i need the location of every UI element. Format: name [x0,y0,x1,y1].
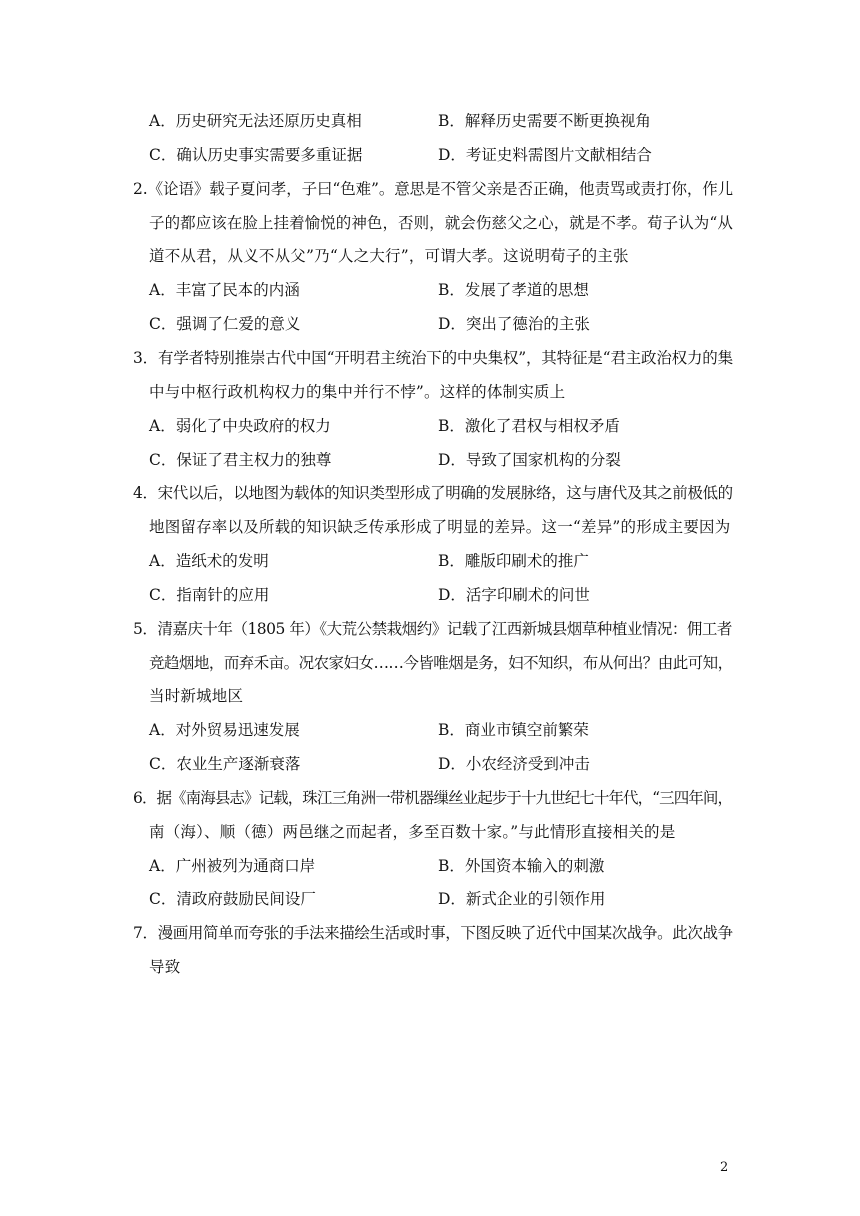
q5-option-c: C．农业生产逐渐衰落 [149,755,301,773]
q2-option-c: C．强调了仁爱的意义 [149,315,301,333]
q2-stem-line-1: 2.《论语》载子夏问孝，子曰“色难”。意思是不管父亲是否正确，他责骂或责打你，作儿 [133,180,734,198]
q2-stem-line-3: 道不从君，从义不从父”乃“人之大行”，可谓大孝。这说明荀子的主张 [149,247,629,265]
q1-option-c: C．确认历史事实需要多重证据 [149,146,363,164]
q6-stem-line-2: 南（海）、顺（德）两邑继之而起者，多至百数十家。”与此情形直接相关的是 [149,823,676,841]
q5-option-d: D．小农经济受到冲击 [438,755,590,773]
q5-option-b: B．商业市镇空前繁荣 [438,721,589,739]
q5-option-a: A．对外贸易迅速发展 [149,721,300,739]
q3-stem-line-2: 中与中枢行政机构权力的集中并行不悖”。这样的体制实质上 [149,383,566,401]
q5-stem-line-1: 5．清嘉庆十年（1805 年）《大荒公禁栽烟约》记载了江西新城县烟草种植业情况：佣工者 [133,620,732,638]
q7-stem-line-1: 7．漫画用简单而夸张的手法来描绘生活或时事，下图反映了近代中国某次战争。此次战争 [133,924,733,942]
q3-option-d: D．导致了国家机构的分裂 [438,451,621,469]
q1-option-d: D．考证史料需图片文献相结合 [438,146,652,164]
q6-option-b: B．外国资本输入的刺激 [438,857,605,875]
q3-option-c: C．保证了君主权力的独尊 [149,451,332,469]
q5-stem-line-2: 竞趋烟地，而弃禾亩。况农家妇女……今皆唯烟是务，妇不知织，布从何出？由此可知， [149,654,733,672]
q1-option-a: A．历史研究无法还原历史真相 [149,112,362,130]
q3-option-b: B．激化了君权与相权矛盾 [438,417,620,435]
q5-stem-line-3: 当时新城地区 [149,687,244,705]
q7-stem-line-2: 导致 [149,958,181,976]
q3-stem-line-1: 3．有学者特别推崇古代中国“开明君主统治下的中央集权”，其特征是“君主政治权力的集 [133,349,733,367]
q6-stem-line-1: 6．据《南海县志》记载，珠江三角洲一带机器缫丝业起步于十九世纪七十年代，“三四年间， [133,789,733,807]
q4-option-b: B．雕版印刷术的推广 [438,552,589,570]
q4-stem-line-2: 地图留存率以及所载的知识缺乏传承形成了明显的差异。这一“差异”的形成主要因为 [149,518,731,536]
q2-option-d: D．突出了德治的主张 [438,315,590,333]
q4-stem-line-1: 4．宋代以后，以地图为载体的知识类型形成了明确的发展脉络，这与唐代及其之前极低的 [133,484,733,502]
q6-option-d: D．新式企业的引领作用 [438,890,606,908]
q2-stem-line-2: 子的都应该在脸上挂着愉悦的神色，否则，就会伤慈父之心，就是不孝。荀子认为“从 [149,214,733,232]
page-number: 2 [720,1160,729,1175]
q2-option-b: B．发展了孝道的思想 [438,281,589,299]
q6-option-a: A．广州被列为通商口岸 [149,857,316,875]
q3-option-a: A．弱化了中央政府的权力 [149,417,331,435]
q4-option-d: D．活字印刷术的问世 [438,586,590,604]
q4-option-c: C．指南针的应用 [149,586,270,604]
q4-option-a: A．造纸术的发明 [149,552,269,570]
q6-option-c: C．清政府鼓励民间设厂 [149,890,316,908]
q1-option-b: B．解释历史需要不断更换视角 [438,112,651,130]
q2-option-a: A．丰富了民本的内涵 [149,281,300,299]
